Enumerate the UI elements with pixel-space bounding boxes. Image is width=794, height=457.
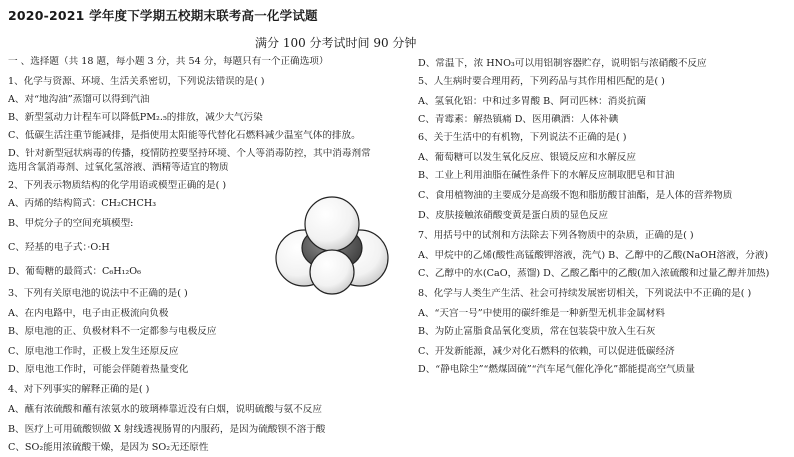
question-8: 8、化学与人类生产生活、社会可持续发展密切相关，下列说法中不正确的是( ) (418, 288, 752, 299)
q4-option-b: B、医疗上可用硫酸钡做 X 射线透视肠胃的内服药，是因为硫酸钡不溶于酸 (8, 424, 326, 435)
q6-option-d: D、皮肤接触浓硝酸变黄是蛋白质的显色反应 (418, 210, 608, 221)
q7-options-cd: C、乙醇中的水(CaO，蒸馏) D、乙酸乙酯中的乙酸(加入浓硫酸和过量乙醇并加热) (418, 268, 770, 279)
q8-option-a: A、“天宫一号”中使用的碳纤维是一种新型无机非金属材料 (418, 308, 665, 319)
question-6: 6、关于生活中的有机物，下列说法不正确的是( ) (418, 132, 627, 143)
q2-option-d: D、葡萄糖的最简式：C₆H₁₂O₆ (8, 266, 141, 277)
q1-option-c: C、低碳生活注重节能减排，是指使用太阳能等代替化石燃料减少温室气体的排放。 (8, 130, 361, 141)
exam-subtitle: 满分 100 分考试时间 90 分钟 (255, 36, 417, 50)
question-2: 2、下列表示物质结构的化学用语或模型正确的是( ) (8, 180, 227, 191)
q8-option-d: D、“静电除尘”“燃煤固硫”“汽车尾气催化净化”都能提高空气质量 (418, 364, 695, 375)
q7-options-ab: A、甲烷中的乙烯(酸性高锰酸钾溶液，洗气) B、乙醇中的乙酸(NaOH溶液，分液) (418, 250, 769, 261)
q2-option-b: B、甲烷分子的空间充填模型: (8, 218, 134, 229)
question-1: 1、化学与资源、环境、生活关系密切，下列说法错误的是( ) (8, 76, 265, 87)
q2-option-c: C、羟基的电子式：·O:H (8, 242, 110, 253)
q3-option-d: D、原电池工作时，可能会伴随着热量变化 (8, 364, 189, 375)
q3-option-c: C、原电池工作时，正极上发生还原反应 (8, 346, 179, 357)
q1-option-a: A、对“地沟油”蒸馏可以得到汽油 (8, 94, 150, 105)
q1-option-b: B、新型氢动力计程车可以降低PM₂.₅的排放，减少大气污染 (8, 112, 263, 123)
hydrogen-atom-top (305, 197, 359, 251)
q6-option-a: A、葡萄糖可以发生氧化反应、银镜反应和水解反应 (418, 152, 636, 163)
q3-option-a: A、在内电路中，电子由正极流向负极 (8, 308, 169, 319)
q3-option-b: B、原电池的正、负极材料不一定都参与电极反应 (8, 326, 217, 337)
q6-option-b: B、工业上利用油脂在碱性条件下的水解反应制取肥皂和甘油 (418, 170, 675, 181)
q8-option-c: C、开发新能源，减少对化石燃料的依赖，可以促进低碳经济 (418, 346, 675, 357)
question-4: 4、对下列事实的解释正确的是( ) (8, 384, 150, 395)
q5-options-ab: A、氢氧化铝：中和过多胃酸 B、阿司匹林：消炎抗菌 (418, 96, 647, 107)
q1-option-d: D、针对新型冠状病毒的传播，疫情防控要坚持环境、个人等消毒防控，其中消毒剂常 (8, 148, 371, 159)
q8-option-b: B、为防止富脂食品氧化变质，常在包装袋中放入生石灰 (418, 326, 656, 337)
question-3: 3、下列有关原电池的说法中不正确的是( ) (8, 288, 188, 299)
q2-option-a: A、丙烯的结构简式：CH₂CHCH₃ (8, 198, 157, 209)
q6-option-c: C、食用植物油的主要成分是高级不饱和脂肪酸甘油酯，是人体的营养物质 (418, 190, 733, 201)
exam-title: 2020-2021 学年度下学期五校期末联考高一化学试题 (8, 8, 318, 23)
question-7: 7、用括号中的试剂和方法除去下列各物质中的杂质，正确的是( ) (418, 230, 694, 241)
q4-option-c: C、SO₂能用浓硫酸干燥，是因为 SO₂无还原性 (8, 442, 209, 453)
q4-option-a: A、蘸有浓硫酸和蘸有浓氨水的玻璃棒靠近没有白烟，说明硫酸与氨不反应 (8, 404, 322, 415)
q5-options-cd: C、青霉素：解热镇痛 D、医用碘酒：人体补碘 (418, 114, 619, 125)
section-heading: 一 、选择题（共 18 题，每小题 3 分，共 54 分，每题只有一个正确选项） (8, 56, 329, 67)
methane-space-filling-model (268, 196, 396, 296)
q1-option-d-cont: 选用含氯消毒剂、过氧化氢溶液、酒精等适宜的物质 (8, 162, 229, 173)
hydrogen-atom-bottom (310, 250, 354, 294)
question-5: 5、人生病时要合理用药，下列药品与其作用相匹配的是( ) (418, 76, 665, 87)
q4-option-d: D、常温下，浓 HNO₃可以用铝制容器贮存，说明铝与浓硝酸不反应 (418, 58, 707, 69)
